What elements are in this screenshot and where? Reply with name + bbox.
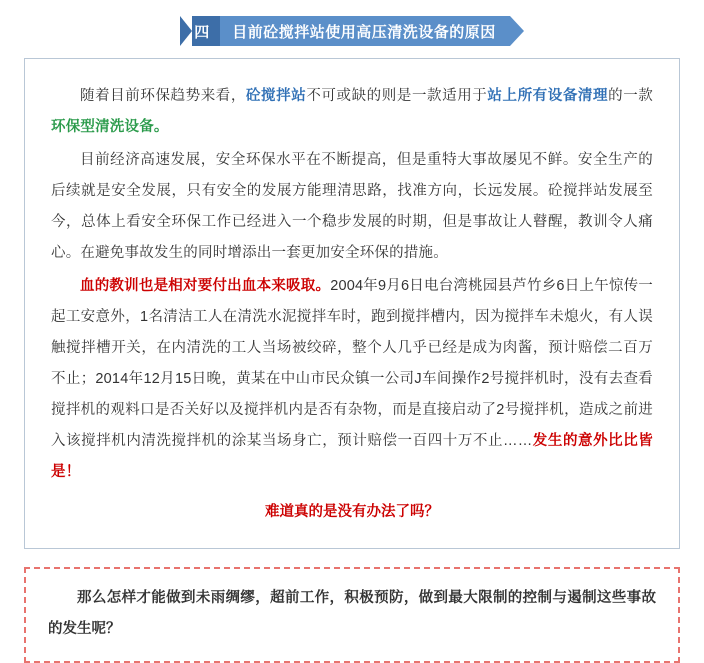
document-page: [0, 8, 704, 648]
p1-highlight-blue-1: 砼搅拌站: [245, 88, 307, 104]
p3-lead-red: 血的教训也是相对要付出血本来吸取。: [80, 278, 331, 294]
page-title: 目前砼搅拌站使用高压清洗设备的原因: [220, 16, 510, 46]
paragraph-2: 目前经济高速发展，安全环保水平在不断提高，但是重特大事故屡见不鲜。安全生产的后续就是安全发展，只有安全的发展方能理清思路，找准方向，长远发展。砼搅拌站发展至今，总体上看安全环保工作已经进入一个稳步发展的时期，但是事故让人瞽醒，教训令人痛心。在避免事故发生的同时增添出一套更加安全环保的措施。: [51, 152, 653, 261]
paragraph-3: [51, 271, 653, 488]
p1-seg1: 随着目前环保趋势来看，: [80, 88, 246, 104]
header-banner: [180, 16, 524, 46]
p3-body: 2004年9月6日电台湾桃园县芦竹乡6日上午惊传一起工安意外，1名清洁工人在清洗水泥搅拌车时，跑到搅拌槽内，因为搅拌车未熄火，有人误触搅拌槽开关，在内清洗的工人当场被绞碎，整个人几乎已经是成为肉酱，预计赔偿二百万不止；2014年12月15日晚，黄某在中山市民众镇一公司J车间操作2号搅拌机时，没有去查看搅拌机的观料口是否关好以及搅拌机内是否有杂物，而是直接启动了2号搅拌机，造成之前进入该搅拌机内清洗搅拌机的涂某当场身亡，预计赔偿一百四十万不止……: [51, 278, 653, 449]
paragraph-1: [51, 81, 653, 143]
banner-right-arrow-icon: [510, 16, 524, 46]
p1-highlight-blue-2: 站上所有设备清理: [487, 88, 609, 104]
section-number: 四: [192, 16, 220, 46]
p1-highlight-green: 环保型清洗设备。: [51, 119, 169, 135]
banner-left-arrow-icon: [180, 16, 192, 46]
p1-seg3: 不可或缺的则是一款适用于: [306, 88, 488, 104]
rhetorical-question: 难道真的是没有办法了吗？: [265, 504, 439, 520]
footer-callout-box: [24, 567, 680, 663]
footer-callout-text: 那么怎样才能做到未雨绸缪，超前工作，积极预防，做到最大限制的控制与遏制这些事故的发生呢？: [48, 590, 656, 637]
section-header: [0, 8, 704, 54]
p3-tail-red: 发生的意外比比皆是！: [51, 433, 653, 480]
content-box: [24, 58, 680, 549]
p1-seg5: 的一款: [608, 88, 653, 104]
